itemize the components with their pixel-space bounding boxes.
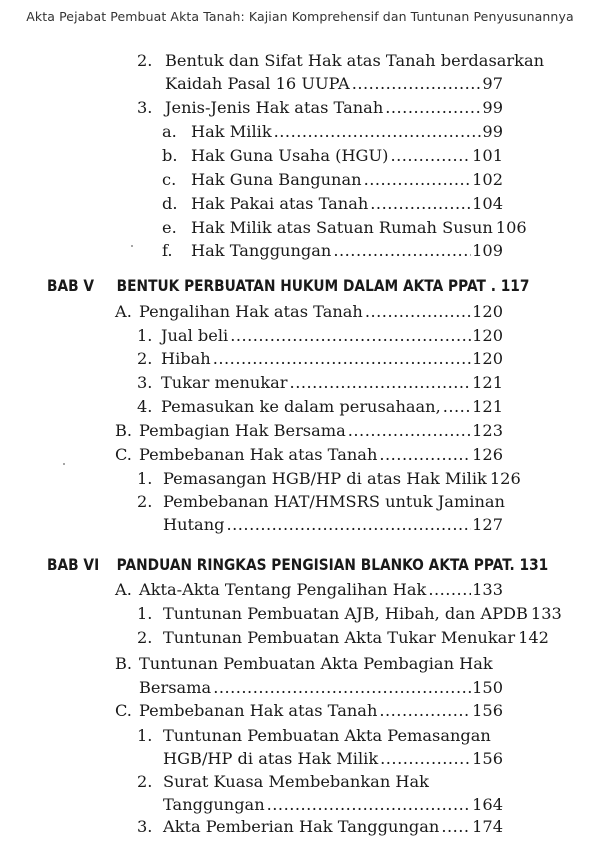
page-number: 120: [472, 302, 503, 321]
entry-number: B.: [115, 654, 133, 673]
page-number: 127: [472, 515, 503, 534]
page-number: 150: [472, 678, 503, 697]
entry-number: 1.: [137, 469, 153, 488]
page-number: 164: [472, 795, 503, 814]
entry-number: b.: [162, 146, 178, 165]
entry-number: A.: [115, 302, 132, 321]
page-number: 102: [472, 170, 503, 189]
dot-leader: [348, 421, 471, 441]
entry-title: Akta-Akta Tentang Pengalihan Hak: [139, 580, 427, 599]
entry-title: Jual beli: [161, 326, 229, 345]
entry-number: 3.: [137, 373, 153, 392]
entry-title: Akta Pemberian Hak Tanggungan: [163, 817, 440, 836]
entry-number: 4.: [137, 397, 153, 416]
running-header: Akta Pejabat Pembuat Akta Tanah: Kajian Komprehensif dan Tuntunan Penyusunannya: [26, 9, 574, 24]
entry-title: Hak Guna Bangunan: [191, 170, 362, 189]
entry-title: Hak Tanggungan: [191, 241, 332, 260]
entry-title: Jenis-Jenis Hak atas Tanah: [165, 98, 384, 117]
dot-leader: [227, 515, 472, 535]
entry-number: 2.: [137, 628, 153, 647]
dot-leader: [390, 146, 471, 166]
dot-leader: [443, 397, 471, 417]
entry-number: 1.: [137, 726, 153, 745]
entry-title: Hutang: [163, 515, 225, 534]
page-number: 174: [472, 817, 503, 836]
page-number: 121: [472, 373, 503, 392]
entry-title: Hak Milik: [191, 122, 272, 141]
entry-title: Pembebanan Hak atas Tanah: [139, 445, 378, 464]
page-number: 133: [472, 580, 503, 599]
entry-title: HGB/HP di atas Hak Milik: [163, 749, 379, 768]
entry-title: Tuntunan Pembuatan Akta Tukar Menukar: [163, 628, 516, 647]
entry-number: f.: [162, 241, 173, 260]
print-speck: [63, 463, 65, 465]
entry-number: 1.: [137, 326, 153, 345]
dot-leader: [213, 678, 471, 698]
page-number: 104: [472, 194, 503, 213]
page-number: 101: [472, 146, 503, 165]
entry-title: Surat Kuasa Membebankan Hak: [163, 772, 429, 791]
entry-title: Pembebanan HAT/HMSRS untuk Jaminan: [163, 492, 505, 511]
chapter-title: PANDUAN RINGKAS PENGISIAN BLANKO AKTA PPAT. 131: [116, 555, 549, 574]
page-number: 126: [472, 445, 503, 464]
page-number: 123: [472, 421, 503, 440]
dot-leader: [428, 580, 471, 600]
entry-number: 2.: [137, 349, 153, 368]
page-number: 156: [472, 701, 503, 720]
dot-leader: [365, 302, 471, 322]
dot-leader: [230, 326, 471, 346]
dot-leader: [364, 170, 472, 190]
entry-title: Tuntunan Pembuatan AJB, Hibah, dan APDB: [163, 604, 528, 623]
print-speck: [131, 245, 133, 247]
page-number: 106: [495, 218, 527, 237]
page-number: 109: [472, 241, 503, 260]
entry-title: Pembagian Hak Bersama: [139, 421, 346, 440]
entry-title: Hak Guna Usaha (HGU): [191, 146, 389, 165]
entry-title: Tukar menukar: [161, 373, 288, 392]
dot-leader: [380, 749, 471, 769]
entry-number: 2.: [137, 492, 153, 511]
entry-title: Bentuk dan Sifat Hak atas Tanah berdasarkan: [165, 51, 545, 70]
chapter-number: BAB V: [47, 276, 95, 295]
page-number: 97: [482, 74, 503, 93]
dot-leader: [333, 241, 471, 261]
entry-title: Kaidah Pasal 16 UUPA: [165, 74, 350, 93]
entry-title: Pengalihan Hak atas Tanah: [139, 302, 363, 321]
entry-title: Pembebanan Hak atas Tanah: [139, 701, 378, 720]
entry-number: d.: [162, 194, 178, 213]
page-number: 126: [489, 469, 521, 488]
entry-title: Hak Milik atas Satuan Rumah Susun: [191, 218, 493, 237]
dot-leader: [441, 817, 471, 837]
entry-number: a.: [162, 122, 177, 141]
page-number: 120: [472, 326, 503, 345]
dot-leader: [385, 98, 481, 118]
page-number: 120: [472, 349, 503, 368]
chapter-number: BAB VI: [47, 555, 100, 574]
entry-title: Tuntunan Pembuatan Akta Pemasangan: [163, 726, 491, 745]
entry-number: C.: [115, 701, 132, 720]
page-number: 99: [482, 98, 503, 117]
page-number: 156: [472, 749, 503, 768]
entry-number: C.: [115, 445, 132, 464]
entry-title: Hibah: [161, 349, 211, 368]
dot-leader: [352, 74, 482, 94]
dot-leader: [379, 445, 471, 465]
entry-title: Pemasukan ke dalam perusahaan,: [161, 397, 441, 416]
entry-number: A.: [115, 580, 132, 599]
page-number: 133: [530, 604, 562, 623]
dot-leader: [274, 122, 482, 142]
entry-number: c.: [162, 170, 177, 189]
entry-title: Bersama: [139, 678, 212, 697]
entry-title: Hak Pakai atas Tanah: [191, 194, 369, 213]
entry-number: 1.: [137, 604, 153, 623]
page-number: 99: [482, 122, 503, 141]
entry-number: B.: [115, 421, 133, 440]
entry-number: 3.: [137, 98, 153, 117]
entry-number: 2.: [137, 772, 153, 791]
entry-title: Tanggungan: [163, 795, 265, 814]
dot-leader: [379, 701, 471, 721]
entry-title: Tuntunan Pembuatan Akta Pembagian Hak: [139, 654, 493, 673]
page-number: 121: [472, 397, 503, 416]
dot-leader: [213, 349, 471, 369]
dot-leader: [290, 373, 472, 393]
entry-title: Pemasangan HGB/HP di atas Hak Milik: [163, 469, 487, 488]
dot-leader: [370, 194, 471, 214]
dot-leader: [267, 795, 471, 815]
entry-number: 2.: [137, 51, 153, 70]
entry-number: 3.: [137, 817, 153, 836]
entry-number: e.: [162, 218, 177, 237]
page-number: 142: [518, 628, 549, 647]
chapter-title: BENTUK PERBUATAN HUKUM DALAM AKTA PPAT . 117: [116, 276, 530, 295]
